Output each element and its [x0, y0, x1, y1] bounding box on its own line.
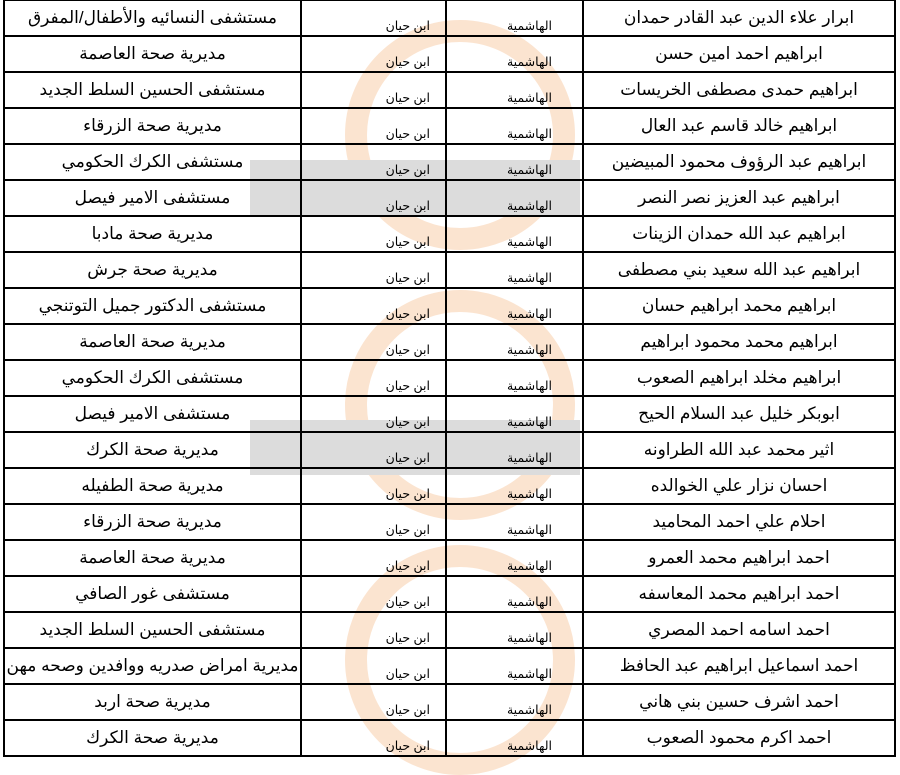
city-cell: ابن حيان: [301, 720, 446, 756]
table-row: [4, 432, 895, 468]
table-row: [4, 216, 895, 252]
student-name-cell: ابراهيم عبد الرؤوف محمود المبيضين: [583, 144, 895, 180]
table-row: [4, 252, 895, 288]
table-row: [4, 360, 895, 396]
table-row: [4, 612, 895, 648]
student-name-cell: ابراهيم مخلد ابراهيم الصعوب: [583, 360, 895, 396]
table-row: [4, 288, 895, 324]
student-name-cell: ابراهيم حمدى مصطفى الخريسات: [583, 72, 895, 108]
city-cell: ابن حيان: [301, 288, 446, 324]
workplace-cell: مستشفى الامير فيصل: [4, 396, 301, 432]
city-cell: ابن حيان: [301, 180, 446, 216]
table-row: [4, 36, 895, 72]
university-cell: الهاشمية: [446, 0, 583, 36]
workplace-cell: مستشفى الدكتور جميل التوتنجي: [4, 288, 301, 324]
university-cell: الهاشمية: [446, 468, 583, 504]
city-cell: ابن حيان: [301, 648, 446, 684]
student-name-cell: ابوبكر خليل عبد السلام الحيح: [583, 396, 895, 432]
table-row: [4, 0, 895, 36]
table-row: [4, 684, 895, 720]
student-name-cell: احمد اشرف حسين بني هاني: [583, 684, 895, 720]
workplace-cell: مديرية صحة اربد: [4, 684, 301, 720]
university-cell: الهاشمية: [446, 648, 583, 684]
city-cell: ابن حيان: [301, 684, 446, 720]
university-cell: الهاشمية: [446, 36, 583, 72]
student-name-cell: ابراهيم خالد قاسم عبد العال: [583, 108, 895, 144]
workplace-cell: مستشفى الحسين السلط الجديد: [4, 72, 301, 108]
city-cell: ابن حيان: [301, 504, 446, 540]
university-cell: الهاشمية: [446, 504, 583, 540]
workplace-cell: مديرية صحة الطفيله: [4, 468, 301, 504]
city-cell: ابن حيان: [301, 324, 446, 360]
table-row: [4, 396, 895, 432]
city-cell: ابن حيان: [301, 252, 446, 288]
workplace-cell: مستشفى الكرك الحكومي: [4, 360, 301, 396]
student-name-cell: ابراهيم عبد الله سعيد بني مصطفى: [583, 252, 895, 288]
student-name-cell: احمد اكرم محمود الصعوب: [583, 720, 895, 756]
university-cell: الهاشمية: [446, 324, 583, 360]
city-cell: ابن حيان: [301, 360, 446, 396]
workplace-cell: مستشفى النسائيه والأطفال/المفرق: [4, 0, 301, 36]
university-cell: الهاشمية: [446, 684, 583, 720]
city-cell: ابن حيان: [301, 144, 446, 180]
student-name-cell: احسان نزار علي الخوالده: [583, 468, 895, 504]
workplace-cell: مستشفى الحسين السلط الجديد: [4, 612, 301, 648]
table-row: [4, 468, 895, 504]
city-cell: ابن حيان: [301, 0, 446, 36]
student-name-cell: ابراهيم احمد امين حسن: [583, 36, 895, 72]
workplace-cell: مديرية صحة الكرك: [4, 432, 301, 468]
student-name-cell: ابرار علاء الدين عبد القادر حمدان: [583, 0, 895, 36]
student-name-cell: ابراهيم محمد محمود ابراهيم: [583, 324, 895, 360]
workplace-cell: مستشفى غور الصافي: [4, 576, 301, 612]
city-cell: ابن حيان: [301, 108, 446, 144]
table-row: [4, 576, 895, 612]
city-cell: ابن حيان: [301, 72, 446, 108]
city-cell: ابن حيان: [301, 36, 446, 72]
student-name-cell: اثير محمد عبد الله الطراونه: [583, 432, 895, 468]
city-cell: ابن حيان: [301, 432, 446, 468]
assignment-table: [3, 0, 896, 757]
table-row: [4, 324, 895, 360]
city-cell: ابن حيان: [301, 576, 446, 612]
city-cell: ابن حيان: [301, 468, 446, 504]
university-cell: الهاشمية: [446, 432, 583, 468]
workplace-cell: مديرية امراض صدريه ووافدين وصحه مهن: [4, 648, 301, 684]
university-cell: الهاشمية: [446, 252, 583, 288]
student-name-cell: ابراهيم محمد ابراهيم حسان: [583, 288, 895, 324]
table-row: [4, 144, 895, 180]
university-cell: الهاشمية: [446, 144, 583, 180]
university-cell: الهاشمية: [446, 180, 583, 216]
university-cell: الهاشمية: [446, 288, 583, 324]
student-name-cell: احلام علي احمد المحاميد: [583, 504, 895, 540]
university-cell: الهاشمية: [446, 612, 583, 648]
table-row: [4, 108, 895, 144]
university-cell: الهاشمية: [446, 540, 583, 576]
workplace-cell: مديرية صحة العاصمة: [4, 324, 301, 360]
workplace-cell: مديرية صحة مادبا: [4, 216, 301, 252]
student-name-cell: احمد ابراهيم محمد المعاسفه: [583, 576, 895, 612]
student-name-cell: ابراهيم عبد العزيز نصر النصر: [583, 180, 895, 216]
workplace-cell: مديرية صحة العاصمة: [4, 540, 301, 576]
university-cell: الهاشمية: [446, 720, 583, 756]
workplace-cell: مستشفى الامير فيصل: [4, 180, 301, 216]
city-cell: ابن حيان: [301, 216, 446, 252]
city-cell: ابن حيان: [301, 612, 446, 648]
university-cell: الهاشمية: [446, 216, 583, 252]
table-row: [4, 504, 895, 540]
student-name-cell: احمد ابراهيم محمد العمرو: [583, 540, 895, 576]
table-row: [4, 180, 895, 216]
university-cell: الهاشمية: [446, 396, 583, 432]
student-name-cell: احمد اسماعيل ابراهيم عبد الحافظ: [583, 648, 895, 684]
workplace-cell: مستشفى الكرك الحكومي: [4, 144, 301, 180]
table-row: [4, 720, 895, 756]
workplace-cell: مديرية صحة الكرك: [4, 720, 301, 756]
university-cell: الهاشمية: [446, 108, 583, 144]
workplace-cell: مديرية صحة الزرقاء: [4, 108, 301, 144]
workplace-cell: مديرية صحة العاصمة: [4, 36, 301, 72]
workplace-cell: مديرية صحة الزرقاء: [4, 504, 301, 540]
student-name-cell: ابراهيم عبد الله حمدان الزينات: [583, 216, 895, 252]
table-row: [4, 540, 895, 576]
university-cell: الهاشمية: [446, 360, 583, 396]
city-cell: ابن حيان: [301, 396, 446, 432]
university-cell: الهاشمية: [446, 72, 583, 108]
student-name-cell: احمد اسامه احمد المصري: [583, 612, 895, 648]
table-row: [4, 72, 895, 108]
table-row: [4, 648, 895, 684]
university-cell: الهاشمية: [446, 576, 583, 612]
city-cell: ابن حيان: [301, 540, 446, 576]
workplace-cell: مديرية صحة جرش: [4, 252, 301, 288]
